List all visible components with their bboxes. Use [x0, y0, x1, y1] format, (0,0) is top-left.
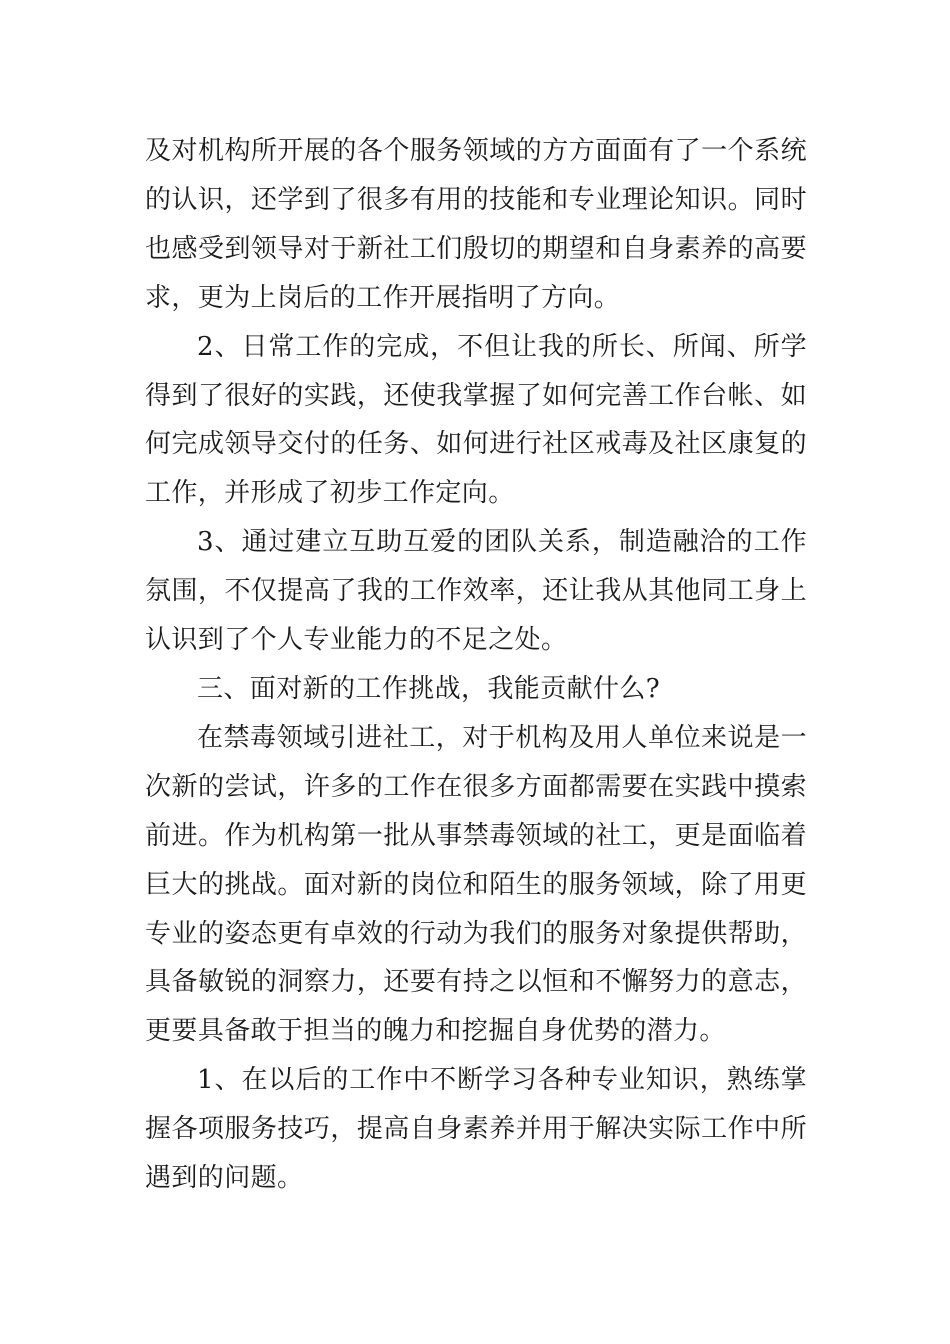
paragraph-item-2: 2、日常工作的完成，不但让我的所长、所闻、所学得到了很好的实践，还使我掌握了如何完善工作台帐、如何完成领导交付的任务、如何进行社区戒毒及社区康复的工作，并形成了初步工作定向。: [145, 331, 807, 509]
paragraph-item-3: 3、通过建立互助互爱的团队关系，制造融洽的工作氛围，不仅提高了我的工作效率，还让我从其他同工身上认识到了个人专业能力的不足之处。: [145, 527, 807, 656]
section-heading-3: 三、面对新的工作挑战，我能贡献什么?: [197, 673, 661, 704]
paragraph-item-1: 1、在以后的工作中不断学习各种专业知识，熟练掌握各项服务技巧，提高自身素养并用于解决实际工作中所遇到的问题。: [145, 1065, 807, 1194]
paragraph-section-intro: 在禁毒领域引进社工，对于机构及用人单位来说是一次新的尝试，许多的工作在很多方面都需要在实践中摸索前进。作为机构第一批从事禁毒领域的社工，更是面临着巨大的挑战。面对新的岗位和陌生的服务领域，除了用更专业的姿态更有卓效的行动为我们的服务对象提供帮助，具备敏锐的洞察力，还要有持之以恒和不懈努力的意志，更要具备敢于担当的魄力和挖掘自身优势的潜力。: [145, 722, 807, 1047]
document-body: [145, 127, 807, 1203]
paragraph-continuation: 及对机构所开展的各个服务领域的方方面面有了一个系统的认识，还学到了很多有用的技能和专业理论知识。同时也感受到领导对于新社工们殷切的期望和自身素养的高要求，更为上岗后的工作开展指明了方向。: [145, 136, 807, 313]
